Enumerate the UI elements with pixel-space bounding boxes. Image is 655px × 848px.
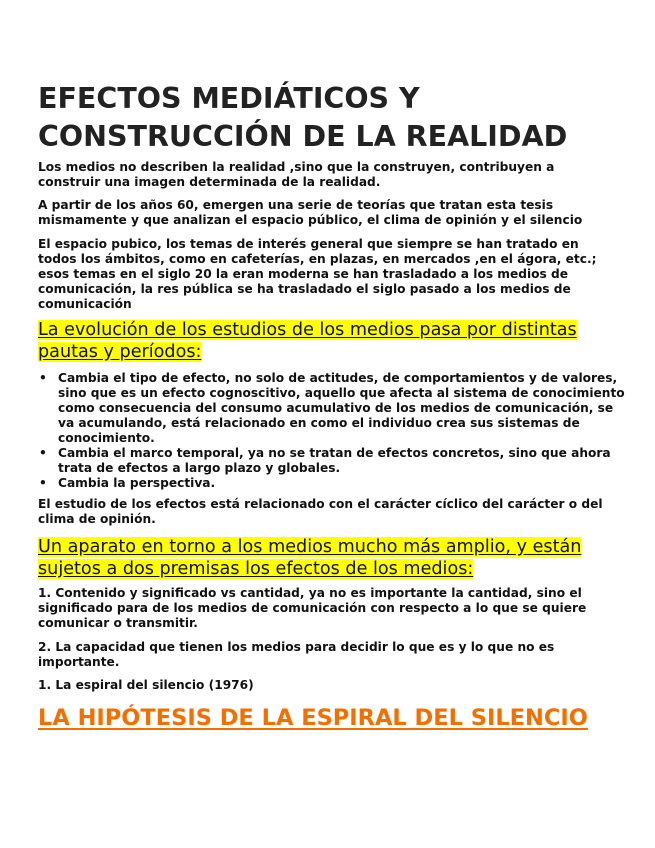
bullet-item [39, 371, 628, 446]
bullet-item [39, 446, 628, 476]
page-title: EFECTOS MEDIÁTICOS Y CONSTRUCCIÓN DE LA REALIDAD [38, 82, 568, 153]
highlighted-heading-2 [38, 537, 628, 580]
premise-2: 2. La capacidad que tienen los medios para decidir lo que es y lo que no es importante. [38, 640, 555, 669]
premise-1: 1. Contenido y significado vs cantidad, ya no es importante la cantidad, sino el significado para de los medios de comunicación con respecto a lo que se quiere comunicar o transmitir. [38, 586, 587, 630]
bullet-icon: • [39, 476, 47, 490]
bullet-text: Cambia la perspectiva. [58, 476, 216, 490]
paragraph-1: Los medios no describen la realidad ,sino que la construyen, contribuyen a construir una imagen determinada de la realidad. [38, 160, 555, 189]
bullet-text: Cambia el marco temporal, ya no se tratan de efectos concretos, sino que ahora trata de efectos a largo plazo y globales. [58, 446, 611, 475]
bullet-text: Cambia el tipo de efecto, no solo de actitudes, de comportamientos y de valores, sino que es un efecto cognoscitivo, aquello que afecta al sistema de conocimiento como consecuencia del consumo acumulativo de los medios de comunicación, se va acumulando, está relacionado en como el individuo crea sus sistemas de conocimiento. [58, 371, 625, 445]
highlighted-heading-1-text: La evolución de los estudios de los medios pasa por distintas pautas y períodos: [38, 320, 577, 362]
paragraph-after-bullets: El estudio de los efectos está relacionado con el carácter cíclico del carácter o del clima de opinión. [38, 497, 603, 526]
paragraph-2: A partir de los años 60, emergen una serie de teorías que tratan esta tesis mismamente y que analizan el espacio público, el clima de opinión y el silencio [38, 198, 583, 227]
highlighted-heading-2-text: Un aparato en torno a los medios mucho más amplio, y están sujetos a dos premisas los efectos de los medios: [38, 537, 582, 579]
bullet-icon: • [39, 371, 47, 385]
section-heading: LA HIPÓTESIS DE LA ESPIRAL DEL SILENCIO [38, 705, 588, 731]
bullet-item [39, 476, 628, 491]
premise-3: 1. La espiral del silencio (1976) [38, 678, 254, 692]
paragraph-3: El espacio pubico, los temas de interés general que siempre se han tratado en todos los ámbitos, como en cafeterías, en plazas, en mercados ,en el ágora, etc.; esos temas en el siglo 20 la eran moderna se han trasladado a los medios de comunicación, la res pública se ha trasladado el siglo pasado a los medios de comunicación [38, 237, 597, 311]
bullet-icon: • [39, 446, 47, 460]
bullet-list [38, 371, 628, 491]
highlighted-heading-1 [38, 320, 628, 363]
